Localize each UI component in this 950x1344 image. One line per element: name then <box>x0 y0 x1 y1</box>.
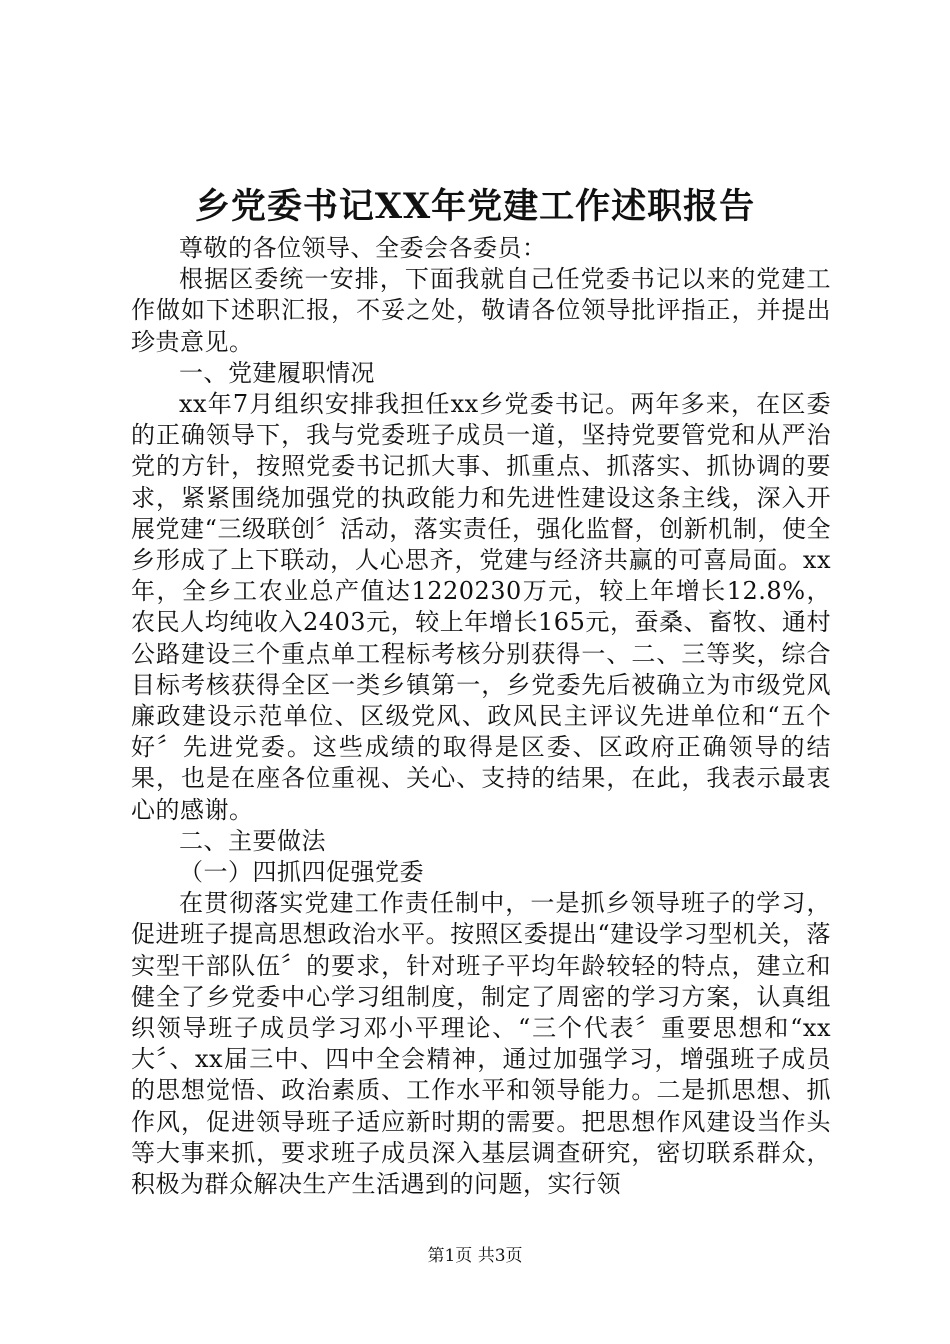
intro-paragraph: 根据区委统一安排，下面我就自己任党委书记以来的党建工作做如下述职汇报，不妥之处，敬请各位领导批评指正，并提出珍贵意见。 <box>131 265 831 356</box>
subsection-heading-1: （一）四抓四促强党委 <box>179 858 424 887</box>
body-paragraph: xx年7月组织安排我担任xx乡党委书记。两年多来，在区委的正确领导下，我与党委班子成员一道，坚持党要管党和从严治党的方针，按照党委书记抓大事、抓重点、抓落实、抓协调的要求，紧紧围绕加强党的执政能力和先进性建设这条主线，深入开展党建“三级联创〞活动，落实责任，强化监督，创新机制，使全乡形成了上下联动，人心思齐，党建与经济共赢的可喜局面。xx年，全乡工农业总产值达1220230万元，较上年增长12.8%，农民人均纯收入2403元，较上年增长165元，蚕桑、畜牧、通村公路建设三个重点单工程标考核分别获得一、二、三等奖，综合目标考核获得全区一类乡镇第一，乡党委先后被确立为市级党风廉政建设示范单位、区级党风、政风民主评议先进单位和“五个好〞先进党委。这些成绩的取得是区委、区政府正确领导的结果，也是在座各位重视、关心、支持的结果，在此，我表示最衷心的感谢。 <box>131 390 831 824</box>
salutation-paragraph: 尊敬的各位领导、全委会各委员： <box>179 234 547 262</box>
body-paragraph: 在贯彻落实党建工作责任制中，一是抓乡领导班子的学习，促进班子提高思想政治水平。按照区委提出“建设学习型机关，落实型干部队伍〞的要求，针对班子平均年龄较轻的特点，建立和健全了乡党委中心学习组制度，制定了周密的学习方案，认真组织领导班子成员学习邓小平理论、“三个代表〞重要思想和“xx大〞、xx届三中、四中全会精神，通过加强学习，增强班子成员的思想觉悟、政治素质、工作水平和领导能力。二是抓思想、抓作风，促进领导班子适应新时期的需要。把思想作风建设当作头等大事来抓，要求班子成员深入基层调查研究，密切联系群众，积极为群众解决生产生活遇到的问题，实行领 <box>131 889 831 1199</box>
document-title: 乡党委书记XX年党建工作述职报告 <box>194 186 756 227</box>
section-heading-2: 二、主要做法 <box>179 826 326 855</box>
section-heading-1: 一、党建履职情况 <box>179 358 375 387</box>
document-body <box>131 233 831 1200</box>
page-number-footer: 第1页 共3页 <box>427 1246 523 1266</box>
